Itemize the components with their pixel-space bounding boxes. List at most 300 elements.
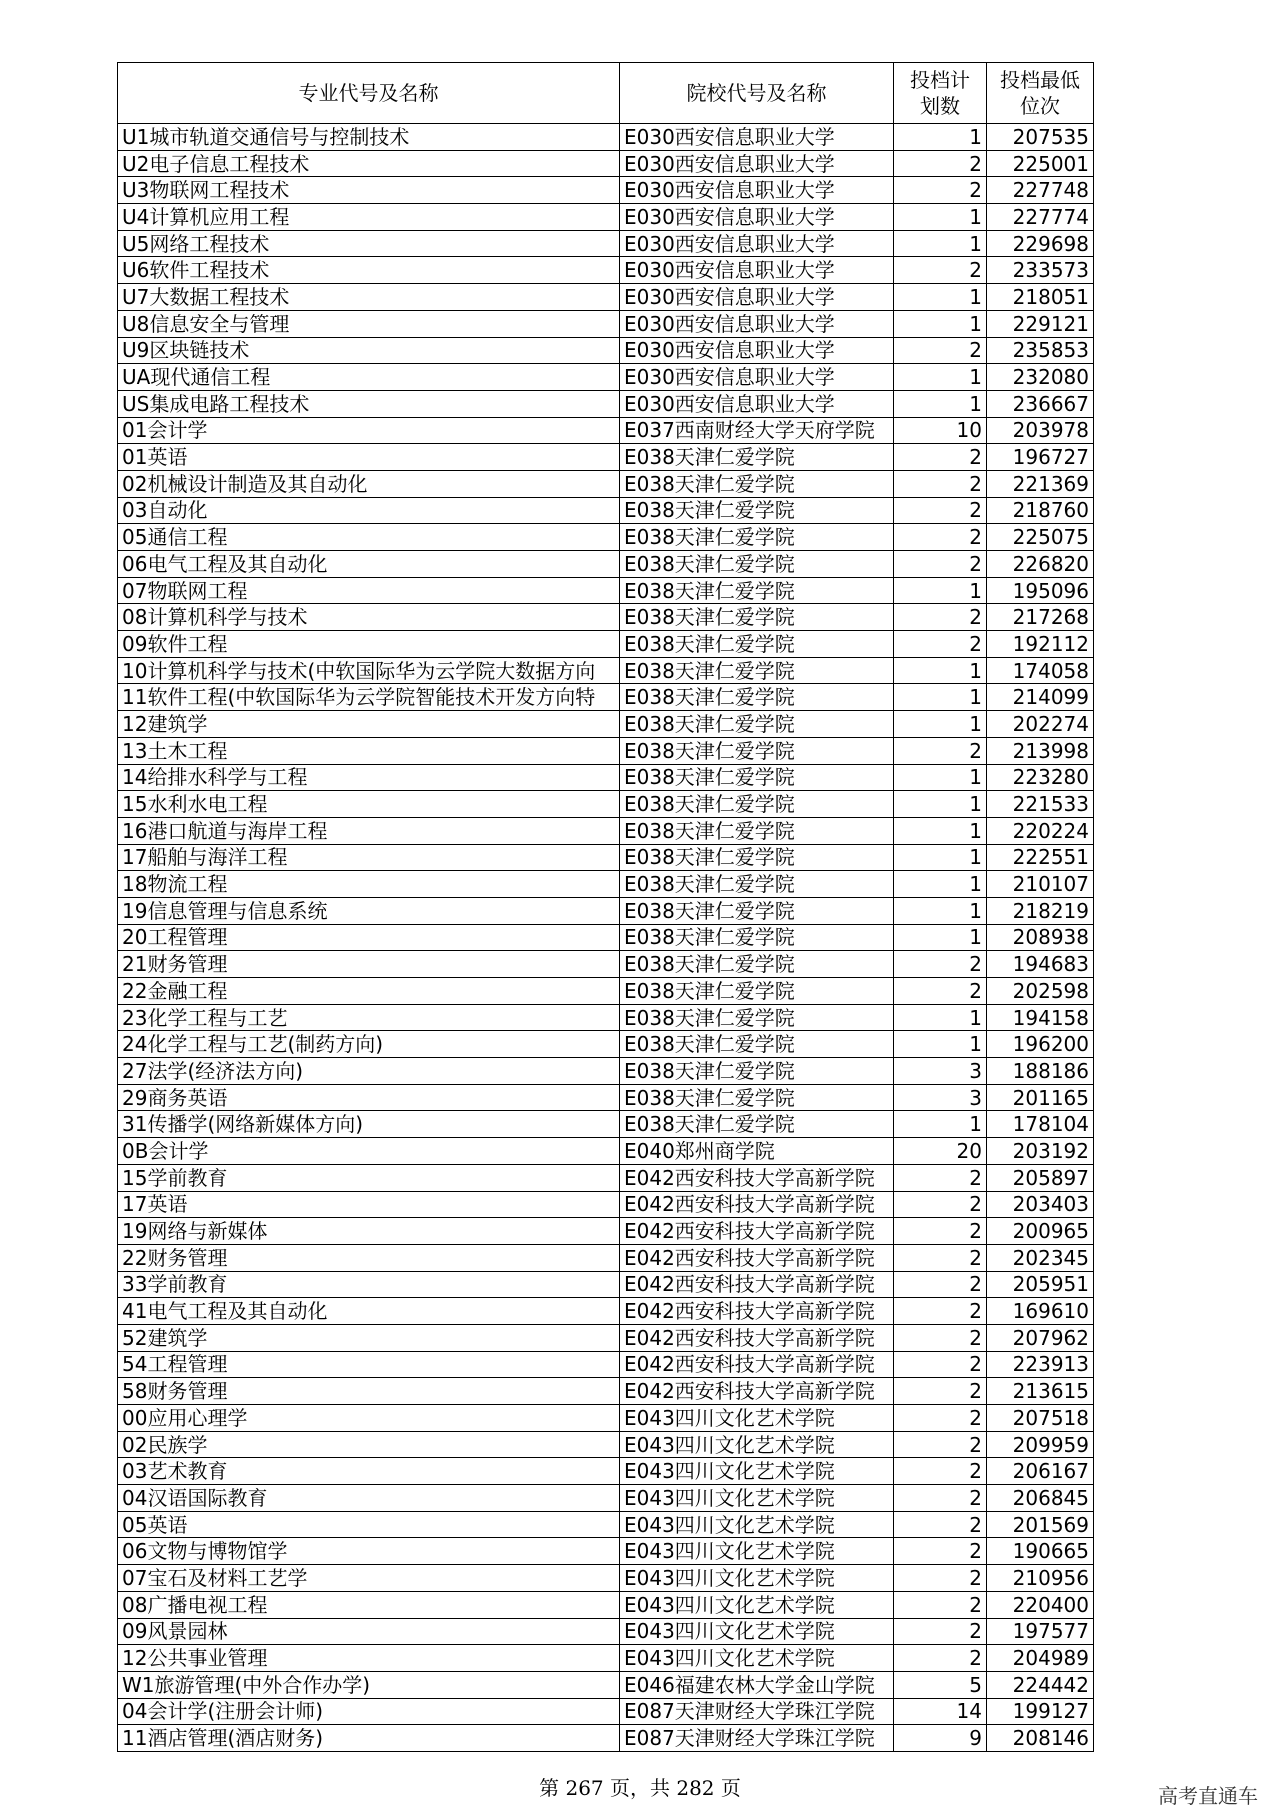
cell-rank: 224442 (987, 1671, 1094, 1698)
cell-plan: 1 (894, 871, 987, 898)
cell-rank: 202598 (987, 978, 1094, 1005)
table-row (118, 1298, 1094, 1325)
cell-rank: 233573 (987, 257, 1094, 284)
cell-major: 20工程管理 (118, 924, 620, 951)
table-row (118, 817, 1094, 844)
table-row (118, 1725, 1094, 1752)
cell-school: E042西安科技大学高新学院 (620, 1324, 894, 1351)
table-body (118, 124, 1094, 1752)
cell-plan: 2 (894, 631, 987, 658)
cell-rank: 217268 (987, 604, 1094, 631)
cell-plan: 2 (894, 177, 987, 204)
cell-rank: 190665 (987, 1538, 1094, 1565)
cell-school: E038天津仁爱学院 (620, 444, 894, 471)
table-row (118, 1538, 1094, 1565)
cell-school: E038天津仁爱学院 (620, 817, 894, 844)
table-row (118, 470, 1094, 497)
cell-school: E087天津财经大学珠江学院 (620, 1698, 894, 1725)
cell-school: E030西安信息职业大学 (620, 204, 894, 231)
cell-rank: 201569 (987, 1511, 1094, 1538)
cell-school: E043四川文化艺术学院 (620, 1618, 894, 1645)
cell-rank: 210956 (987, 1565, 1094, 1592)
cell-school: E030西安信息职业大学 (620, 310, 894, 337)
cell-plan: 2 (894, 1351, 987, 1378)
table-row (118, 1671, 1094, 1698)
cell-major: 04会计学(注册会计师) (118, 1698, 620, 1725)
cell-school: E038天津仁爱学院 (620, 657, 894, 684)
cell-major: 19网络与新媒体 (118, 1218, 620, 1245)
cell-major: 10计算机科学与技术(中软国际华为云学院大数据方向 (118, 657, 620, 684)
cell-plan: 2 (894, 524, 987, 551)
cell-plan: 1 (894, 791, 987, 818)
cell-major: U1城市轨道交通信号与控制技术 (118, 124, 620, 151)
table-row (118, 444, 1094, 471)
table-row (118, 204, 1094, 231)
cell-plan: 1 (894, 657, 987, 684)
table-row (118, 1324, 1094, 1351)
cell-rank: 213615 (987, 1378, 1094, 1405)
cell-plan: 1 (894, 310, 987, 337)
cell-major: 27法学(经济法方向) (118, 1058, 620, 1085)
cell-plan: 2 (894, 951, 987, 978)
cell-school: E030西安信息职业大学 (620, 177, 894, 204)
admission-table (117, 62, 1094, 1752)
table-row (118, 1378, 1094, 1405)
cell-major: 13土木工程 (118, 737, 620, 764)
cell-plan: 2 (894, 1271, 987, 1298)
cell-rank: 205951 (987, 1271, 1094, 1298)
cell-rank: 169610 (987, 1298, 1094, 1325)
cell-major: 00应用心理学 (118, 1405, 620, 1432)
cell-rank: 203403 (987, 1191, 1094, 1218)
cell-plan: 1 (894, 284, 987, 311)
cell-school: E038天津仁爱学院 (620, 470, 894, 497)
cell-plan: 2 (894, 1218, 987, 1245)
cell-plan: 1 (894, 230, 987, 257)
cell-school: E038天津仁爱学院 (620, 631, 894, 658)
cell-rank: 227774 (987, 204, 1094, 231)
cell-school: E043四川文化艺术学院 (620, 1645, 894, 1672)
cell-major: 06文物与博物馆学 (118, 1538, 620, 1565)
table-row (118, 1164, 1094, 1191)
cell-school: E038天津仁爱学院 (620, 791, 894, 818)
cell-plan: 2 (894, 1458, 987, 1485)
cell-school: E030西安信息职业大学 (620, 390, 894, 417)
cell-rank: 209959 (987, 1431, 1094, 1458)
table-row (118, 844, 1094, 871)
cell-major: 04汉语国际教育 (118, 1485, 620, 1512)
cell-plan: 2 (894, 978, 987, 1005)
cell-plan: 2 (894, 1645, 987, 1672)
cell-school: E038天津仁爱学院 (620, 1084, 894, 1111)
cell-major: 09风景园林 (118, 1618, 620, 1645)
cell-school: E038天津仁爱学院 (620, 1058, 894, 1085)
table-row (118, 791, 1094, 818)
cell-plan: 5 (894, 1671, 987, 1698)
cell-major: 54工程管理 (118, 1351, 620, 1378)
cell-rank: 220400 (987, 1591, 1094, 1618)
cell-school: E038天津仁爱学院 (620, 924, 894, 951)
cell-school: E038天津仁爱学院 (620, 684, 894, 711)
cell-school: E038天津仁爱学院 (620, 604, 894, 631)
cell-major: 08计算机科学与技术 (118, 604, 620, 631)
cell-school: E042西安科技大学高新学院 (620, 1191, 894, 1218)
cell-rank: 223280 (987, 764, 1094, 791)
cell-plan: 1 (894, 711, 987, 738)
cell-major: 15学前教育 (118, 1164, 620, 1191)
table-row (118, 604, 1094, 631)
cell-school: E043四川文化艺术学院 (620, 1511, 894, 1538)
cell-major: 03艺术教育 (118, 1458, 620, 1485)
table-row (118, 1405, 1094, 1432)
cell-major: 12公共事业管理 (118, 1645, 620, 1672)
page-footer: 第 267 页，共 282 页 (539, 1776, 741, 1800)
cell-rank: 200965 (987, 1218, 1094, 1245)
table-row (118, 177, 1094, 204)
cell-school: E038天津仁爱学院 (620, 577, 894, 604)
table-row (118, 1271, 1094, 1298)
cell-rank: 225075 (987, 524, 1094, 551)
cell-plan: 1 (894, 897, 987, 924)
table-row (118, 577, 1094, 604)
cell-school: E038天津仁爱学院 (620, 1031, 894, 1058)
cell-rank: 196200 (987, 1031, 1094, 1058)
cell-plan: 1 (894, 1004, 987, 1031)
cell-plan: 1 (894, 577, 987, 604)
cell-school: E030西安信息职业大学 (620, 337, 894, 364)
table-row (118, 764, 1094, 791)
table-row (118, 1645, 1094, 1672)
cell-major: 24化学工程与工艺(制药方向) (118, 1031, 620, 1058)
table-row (118, 871, 1094, 898)
table-row (118, 951, 1094, 978)
cell-plan: 1 (894, 684, 987, 711)
cell-major: 31传播学(网络新媒体方向) (118, 1111, 620, 1138)
cell-plan: 2 (894, 551, 987, 578)
cell-plan: 2 (894, 1511, 987, 1538)
cell-school: E043四川文化艺术学院 (620, 1538, 894, 1565)
cell-major: U5网络工程技术 (118, 230, 620, 257)
cell-major: 17英语 (118, 1191, 620, 1218)
cell-plan: 2 (894, 470, 987, 497)
cell-major: W1旅游管理(中外合作办学) (118, 1671, 620, 1698)
cell-major: 19信息管理与信息系统 (118, 897, 620, 924)
cell-plan: 2 (894, 337, 987, 364)
cell-rank: 178104 (987, 1111, 1094, 1138)
header-school: 院校代号及名称 (620, 63, 894, 124)
cell-plan: 2 (894, 444, 987, 471)
table-row (118, 551, 1094, 578)
table-row (118, 337, 1094, 364)
cell-plan: 2 (894, 257, 987, 284)
table-row (118, 1244, 1094, 1271)
table-row (118, 1031, 1094, 1058)
cell-rank: 199127 (987, 1698, 1094, 1725)
cell-school: E043四川文化艺术学院 (620, 1405, 894, 1432)
cell-plan: 1 (894, 124, 987, 151)
table-row (118, 390, 1094, 417)
cell-rank: 204989 (987, 1645, 1094, 1672)
cell-school: E043四川文化艺术学院 (620, 1565, 894, 1592)
cell-major: 23化学工程与工艺 (118, 1004, 620, 1031)
cell-major: 15水利水电工程 (118, 791, 620, 818)
cell-major: 03自动化 (118, 497, 620, 524)
cell-school: E038天津仁爱学院 (620, 497, 894, 524)
cell-school: E038天津仁爱学院 (620, 844, 894, 871)
cell-school: E042西安科技大学高新学院 (620, 1298, 894, 1325)
cell-major: 05通信工程 (118, 524, 620, 551)
cell-plan: 2 (894, 604, 987, 631)
cell-major: 22金融工程 (118, 978, 620, 1005)
cell-rank: 220224 (987, 817, 1094, 844)
table-row (118, 1191, 1094, 1218)
cell-rank: 174058 (987, 657, 1094, 684)
cell-school: E043四川文化艺术学院 (620, 1485, 894, 1512)
table-row (118, 1698, 1094, 1725)
table-row (118, 924, 1094, 951)
table-row (118, 1058, 1094, 1085)
cell-school: E038天津仁爱学院 (620, 871, 894, 898)
cell-plan: 1 (894, 364, 987, 391)
table-row (118, 631, 1094, 658)
cell-rank: 201165 (987, 1084, 1094, 1111)
cell-major: 02机械设计制造及其自动化 (118, 470, 620, 497)
cell-rank: 214099 (987, 684, 1094, 711)
cell-major: 07物联网工程 (118, 577, 620, 604)
cell-plan: 2 (894, 150, 987, 177)
cell-rank: 203192 (987, 1138, 1094, 1165)
cell-plan: 2 (894, 1618, 987, 1645)
header-rank: 投档最低 位次 (987, 63, 1094, 124)
table-row (118, 150, 1094, 177)
table-row (118, 230, 1094, 257)
cell-rank: 225001 (987, 150, 1094, 177)
cell-plan: 2 (894, 1591, 987, 1618)
cell-rank: 194158 (987, 1004, 1094, 1031)
cell-rank: 205897 (987, 1164, 1094, 1191)
cell-rank: 196727 (987, 444, 1094, 471)
table-row (118, 1431, 1094, 1458)
header-plan: 投档计 划数 (894, 63, 987, 124)
cell-school: E042西安科技大学高新学院 (620, 1378, 894, 1405)
table-header-row (118, 63, 1094, 124)
cell-major: 0B会计学 (118, 1138, 620, 1165)
cell-rank: 202345 (987, 1244, 1094, 1271)
table-row (118, 1458, 1094, 1485)
cell-major: 07宝石及材料工艺学 (118, 1565, 620, 1592)
cell-plan: 1 (894, 204, 987, 231)
watermark-text: 高考直通车 (1158, 1784, 1258, 1808)
cell-rank: 208146 (987, 1725, 1094, 1752)
cell-school: E038天津仁爱学院 (620, 951, 894, 978)
cell-major: 29商务英语 (118, 1084, 620, 1111)
cell-rank: 195096 (987, 577, 1094, 604)
cell-plan: 20 (894, 1138, 987, 1165)
table-row (118, 1111, 1094, 1138)
cell-plan: 2 (894, 497, 987, 524)
cell-plan: 2 (894, 1431, 987, 1458)
cell-rank: 203978 (987, 417, 1094, 444)
cell-major: 11酒店管理(酒店财务) (118, 1725, 620, 1752)
cell-major: UA现代通信工程 (118, 364, 620, 391)
table-row (118, 310, 1094, 337)
cell-plan: 2 (894, 1244, 987, 1271)
cell-rank: 206167 (987, 1458, 1094, 1485)
cell-school: E043四川文化艺术学院 (620, 1431, 894, 1458)
cell-plan: 2 (894, 1565, 987, 1592)
cell-major: 09软件工程 (118, 631, 620, 658)
cell-school: E040郑州商学院 (620, 1138, 894, 1165)
cell-rank: 192112 (987, 631, 1094, 658)
cell-school: E038天津仁爱学院 (620, 551, 894, 578)
cell-school: E087天津财经大学珠江学院 (620, 1725, 894, 1752)
cell-school: E038天津仁爱学院 (620, 737, 894, 764)
cell-school: E030西安信息职业大学 (620, 257, 894, 284)
table-row (118, 657, 1094, 684)
table-row (118, 897, 1094, 924)
cell-major: 08广播电视工程 (118, 1591, 620, 1618)
cell-plan: 2 (894, 1324, 987, 1351)
cell-major: 06电气工程及其自动化 (118, 551, 620, 578)
cell-major: 52建筑学 (118, 1324, 620, 1351)
cell-major: U6软件工程技术 (118, 257, 620, 284)
cell-rank: 188186 (987, 1058, 1094, 1085)
cell-major: 14给排水科学与工程 (118, 764, 620, 791)
cell-plan: 14 (894, 1698, 987, 1725)
cell-plan: 1 (894, 817, 987, 844)
cell-school: E030西安信息职业大学 (620, 124, 894, 151)
cell-major: 12建筑学 (118, 711, 620, 738)
cell-rank: 213998 (987, 737, 1094, 764)
table-row (118, 711, 1094, 738)
cell-rank: 236667 (987, 390, 1094, 417)
cell-plan: 10 (894, 417, 987, 444)
cell-plan: 2 (894, 1378, 987, 1405)
cell-school: E030西安信息职业大学 (620, 284, 894, 311)
cell-major: 22财务管理 (118, 1244, 620, 1271)
cell-school: E042西安科技大学高新学院 (620, 1164, 894, 1191)
cell-major: U3物联网工程技术 (118, 177, 620, 204)
cell-major: 01会计学 (118, 417, 620, 444)
cell-rank: 235853 (987, 337, 1094, 364)
cell-major: 16港口航道与海岸工程 (118, 817, 620, 844)
cell-major: 05英语 (118, 1511, 620, 1538)
table-row (118, 417, 1094, 444)
cell-plan: 3 (894, 1084, 987, 1111)
cell-rank: 229698 (987, 230, 1094, 257)
cell-major: U4计算机应用工程 (118, 204, 620, 231)
cell-school: E042西安科技大学高新学院 (620, 1351, 894, 1378)
cell-rank: 207535 (987, 124, 1094, 151)
table-row (118, 497, 1094, 524)
cell-school: E043四川文化艺术学院 (620, 1458, 894, 1485)
cell-plan: 2 (894, 1538, 987, 1565)
cell-plan: 2 (894, 1191, 987, 1218)
table-row (118, 1618, 1094, 1645)
cell-rank: 207518 (987, 1405, 1094, 1432)
cell-school: E037西南财经大学天府学院 (620, 417, 894, 444)
cell-rank: 221533 (987, 791, 1094, 818)
table-row (118, 524, 1094, 551)
cell-rank: 221369 (987, 470, 1094, 497)
cell-school: E038天津仁爱学院 (620, 711, 894, 738)
cell-rank: 227748 (987, 177, 1094, 204)
cell-plan: 1 (894, 924, 987, 951)
table-row (118, 1565, 1094, 1592)
cell-rank: 206845 (987, 1485, 1094, 1512)
table-row (118, 684, 1094, 711)
cell-major: U8信息安全与管理 (118, 310, 620, 337)
table-row (118, 1351, 1094, 1378)
cell-school: E042西安科技大学高新学院 (620, 1244, 894, 1271)
cell-major: 58财务管理 (118, 1378, 620, 1405)
cell-rank: 218760 (987, 497, 1094, 524)
cell-major: 02民族学 (118, 1431, 620, 1458)
cell-rank: 223913 (987, 1351, 1094, 1378)
cell-major: 21财务管理 (118, 951, 620, 978)
cell-major: U2电子信息工程技术 (118, 150, 620, 177)
cell-rank: 202274 (987, 711, 1094, 738)
table-row (118, 257, 1094, 284)
cell-major: 11软件工程(中软国际华为云学院智能技术开发方向特 (118, 684, 620, 711)
cell-school: E038天津仁爱学院 (620, 764, 894, 791)
cell-school: E038天津仁爱学院 (620, 978, 894, 1005)
table-row (118, 737, 1094, 764)
table-row (118, 1485, 1094, 1512)
cell-plan: 1 (894, 1111, 987, 1138)
cell-major: U7大数据工程技术 (118, 284, 620, 311)
cell-plan: 2 (894, 1405, 987, 1432)
cell-major: U9区块链技术 (118, 337, 620, 364)
cell-school: E042西安科技大学高新学院 (620, 1271, 894, 1298)
cell-school: E038天津仁爱学院 (620, 1004, 894, 1031)
cell-plan: 2 (894, 737, 987, 764)
cell-rank: 226820 (987, 551, 1094, 578)
cell-school: E038天津仁爱学院 (620, 1111, 894, 1138)
cell-plan: 1 (894, 844, 987, 871)
table-row (118, 284, 1094, 311)
table-row (118, 978, 1094, 1005)
cell-plan: 2 (894, 1485, 987, 1512)
cell-major: 01英语 (118, 444, 620, 471)
table-row (118, 124, 1094, 151)
cell-school: E030西安信息职业大学 (620, 230, 894, 257)
table-row (118, 1138, 1094, 1165)
admission-table-container (117, 62, 1093, 1752)
cell-plan: 2 (894, 1298, 987, 1325)
cell-plan: 3 (894, 1058, 987, 1085)
cell-school: E046福建农林大学金山学院 (620, 1671, 894, 1698)
cell-school: E030西安信息职业大学 (620, 150, 894, 177)
cell-rank: 218219 (987, 897, 1094, 924)
cell-school: E043四川文化艺术学院 (620, 1591, 894, 1618)
cell-rank: 197577 (987, 1618, 1094, 1645)
cell-major: 41电气工程及其自动化 (118, 1298, 620, 1325)
cell-rank: 232080 (987, 364, 1094, 391)
cell-plan: 9 (894, 1725, 987, 1752)
cell-major: US集成电路工程技术 (118, 390, 620, 417)
header-major: 专业代号及名称 (118, 63, 620, 124)
table-row (118, 1591, 1094, 1618)
cell-rank: 207962 (987, 1324, 1094, 1351)
cell-rank: 194683 (987, 951, 1094, 978)
cell-rank: 222551 (987, 844, 1094, 871)
cell-rank: 229121 (987, 310, 1094, 337)
cell-plan: 1 (894, 764, 987, 791)
cell-school: E038天津仁爱学院 (620, 524, 894, 551)
cell-major: 18物流工程 (118, 871, 620, 898)
table-row (118, 1004, 1094, 1031)
